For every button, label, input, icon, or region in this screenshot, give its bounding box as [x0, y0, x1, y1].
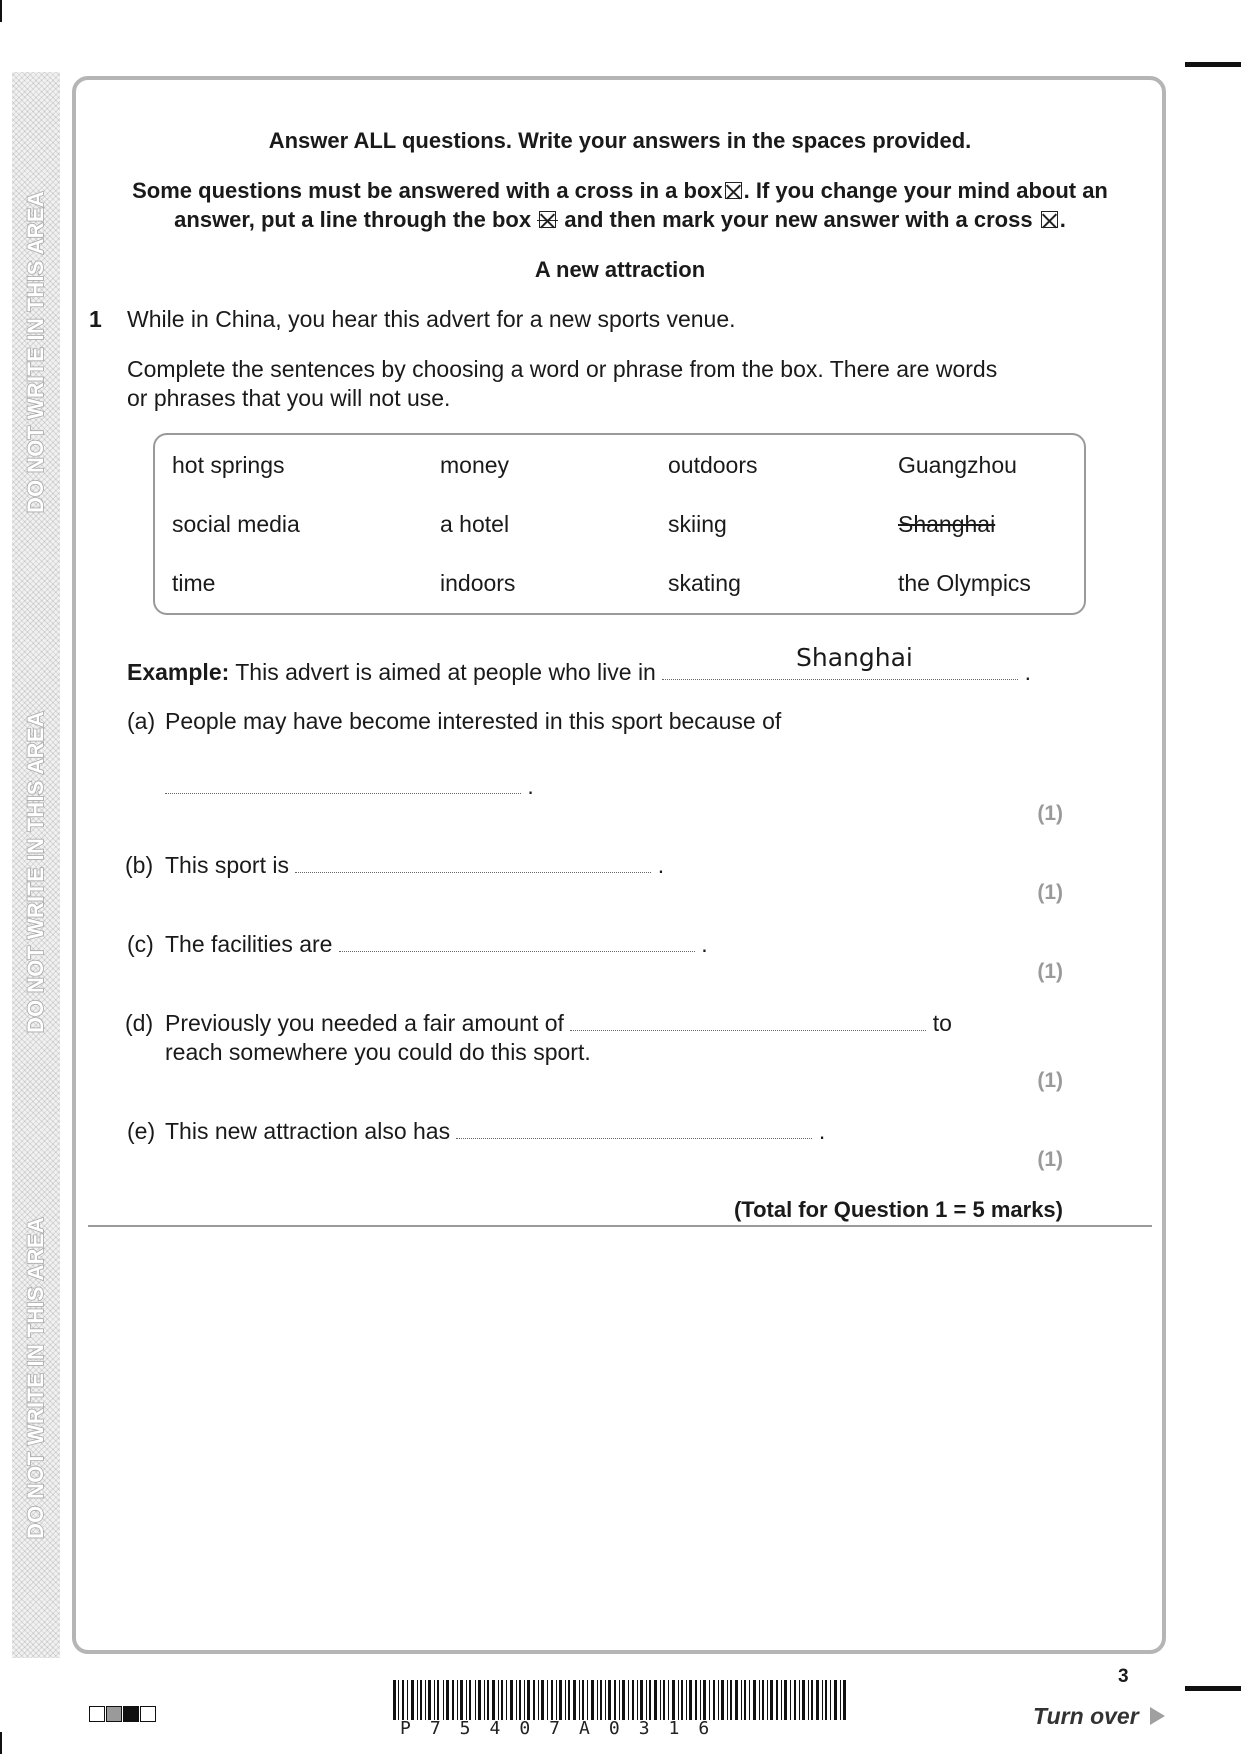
answer-row[interactable]: This new attraction also has . — [165, 1118, 826, 1144]
mark-allocation: (1) — [1037, 881, 1063, 904]
item-label: (b) — [125, 852, 154, 878]
answer-line[interactable] — [456, 1120, 812, 1139]
item-text-continued: reach somewhere you could do this sport. — [165, 1039, 591, 1065]
instruction-line: Answer ALL questions. Write your answers in the spaces provided. — [268, 128, 972, 153]
answer-line[interactable] — [295, 854, 651, 873]
answer-row[interactable]: Previously you needed a fair amount of to — [165, 1010, 952, 1036]
word-option: money — [440, 452, 510, 478]
word-option: time — [172, 570, 216, 596]
item-label: (c) — [127, 931, 154, 957]
question-number: 1 — [89, 306, 102, 332]
item-text: This sport is — [165, 852, 289, 878]
question-intro: While in China, you hear this advert for a new sports venue. — [127, 306, 736, 332]
crop-mark — [0, 1732, 2, 1754]
mark-allocation: (1) — [1037, 960, 1063, 983]
example-text: This advert is aimed at people who live in — [235, 659, 656, 685]
page-marker-icon — [89, 1706, 157, 1724]
crossed-box-icon — [725, 182, 742, 199]
answer-line[interactable] — [165, 775, 521, 794]
section-title: A new attraction — [534, 257, 706, 282]
answer-row[interactable]: . — [165, 772, 534, 801]
turn-over-label: Turn over — [1033, 1703, 1139, 1729]
task-line: Complete the sentences by choosing a word or phrase from the box. There are words — [127, 356, 998, 382]
margin-warning: DO NOT WRITE IN THIS AREA — [23, 1216, 48, 1540]
item-text: People may have become interested in this sport because of — [165, 708, 782, 734]
answer-row[interactable]: This sport is . — [165, 852, 665, 878]
barcode-text: P75407A0316 — [400, 1718, 729, 1739]
crop-mark — [1185, 62, 1241, 67]
handwritten-answer: Shanghai — [796, 643, 913, 672]
word-option: skating — [668, 570, 741, 596]
answer-line[interactable] — [570, 1012, 926, 1031]
margin-warning: DO NOT WRITE IN THIS AREA — [23, 190, 48, 514]
item-text: The facilities are — [165, 931, 333, 957]
word-option: hot springs — [172, 452, 285, 478]
word-option: the Olympics — [898, 570, 1031, 596]
divider — [88, 1225, 1152, 1227]
crossed-box-icon — [1041, 211, 1058, 228]
answer-row[interactable]: The facilities are . — [165, 931, 708, 957]
barcode — [393, 1680, 846, 1720]
word-option: a hotel — [440, 511, 510, 537]
answer-line[interactable] — [339, 933, 695, 952]
struck-crossed-box-icon — [539, 211, 556, 228]
mark-allocation: (1) — [1037, 802, 1063, 825]
word-option-used: Shanghai — [898, 511, 996, 537]
example-line: Example: This advert is aimed at people who live in . — [127, 659, 1032, 685]
total-marks: (Total for Question 1 = 5 marks) — [733, 1197, 1063, 1222]
item-label: (a) — [127, 708, 156, 734]
word-option: skiing — [668, 511, 727, 537]
item-text: Previously you needed a fair amount of — [165, 1010, 564, 1036]
word-option: Guangzhou — [898, 452, 1017, 478]
item-label: (d) — [125, 1010, 154, 1036]
word-option: social media — [172, 511, 300, 537]
margin-warning: DO NOT WRITE IN THIS AREA — [23, 710, 48, 1034]
task-line: or phrases that you will not use. — [127, 385, 451, 411]
arrow-right-icon — [1150, 1707, 1165, 1725]
instruction-block: Some questions must be answered with a cross in a box . If you change your mind about an answer, put a line through the box and then mark your new answer with a cross . — [132, 178, 1108, 232]
item-text: This new attraction also has — [165, 1118, 451, 1144]
mark-allocation: (1) — [1037, 1148, 1063, 1171]
item-label: (e) — [127, 1118, 156, 1144]
word-option: indoors — [440, 570, 516, 596]
page-number: 3 — [1118, 1666, 1129, 1687]
mark-allocation: (1) — [1037, 1069, 1063, 1092]
example-label: Example: — [127, 659, 230, 685]
crop-mark — [0, 0, 2, 22]
crop-mark — [1185, 1686, 1241, 1691]
word-option: outdoors — [668, 452, 758, 478]
